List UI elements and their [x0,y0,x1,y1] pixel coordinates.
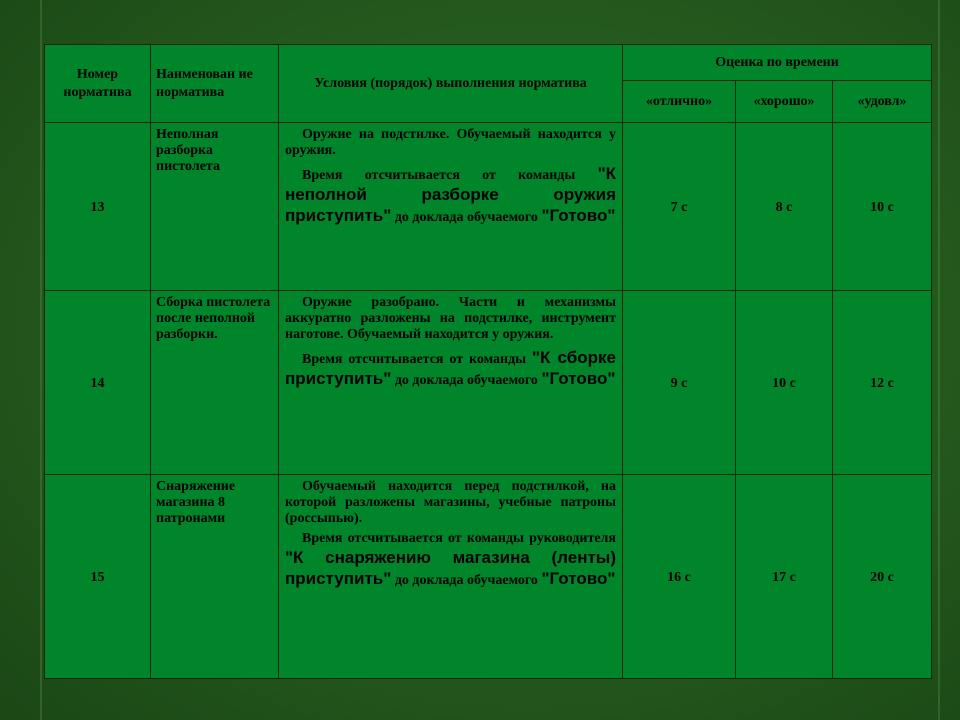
header-grade-group-cell [623,45,932,81]
timing-middle: до доклада обучаемого [391,210,542,225]
header-satisfactory: «удовл» [857,93,907,109]
grade-excellent: 16 с [667,569,691,585]
grade-satisfactory-cell [833,475,932,679]
timing-prefix: Время отсчитывается от команды [302,168,598,183]
standards-table [44,44,932,679]
header-name: Наименован ие норматива [156,66,253,100]
grade-excellent: 7 с [670,199,688,215]
condition-text: Оружие разобрано. Части и механизмы аккуратно разложены на подстилке, инструмент наготове. Обучаемый находится у оружия. [285,295,616,342]
header-conditions: Условия (порядок) выполнения норматива [314,75,587,91]
header-good-cell [736,81,833,123]
report-text: "Готово" [541,369,616,388]
grade-excellent: 9 с [670,375,688,391]
row-conditions [279,123,622,226]
row-conditions-cell [279,291,623,475]
grade-excellent-cell [623,291,736,475]
report-text: "Готово" [541,569,616,588]
row-number: 15 [90,569,105,585]
command-text: "К сборке приступить" [285,348,617,388]
row-name: Сборка пистолета после неполной разборки. [156,295,271,342]
grade-good-cell [736,291,833,475]
grade-good-cell [736,475,833,679]
timing-middle: до доклада обучаемого [391,573,542,588]
grade-excellent-cell [623,475,736,679]
row-number: 13 [90,199,105,215]
grade-good-cell [736,123,833,291]
table-row [45,123,932,291]
background-stripe [40,0,42,720]
grade-satisfactory: 20 с [870,569,894,585]
grade-satisfactory-cell [833,123,932,291]
grade-good: 17 с [772,569,796,585]
table-row [45,291,932,475]
grade-good: 10 с [772,375,796,391]
header-excellent-cell [623,81,736,123]
row-conditions-cell [279,475,623,679]
row-name-cell [151,291,279,475]
row-number-cell [45,291,151,475]
grade-satisfactory-cell [833,291,932,475]
table-row [45,475,932,679]
row-name-cell [151,123,279,291]
header-excellent: «отлично» [645,93,713,109]
header-name-cell [151,45,279,123]
header-conditions-cell [279,45,623,123]
timing-prefix: Время отсчитывается от команды [302,352,532,367]
command-text: "К неполной разборке оружия приступить" [285,164,616,225]
row-conditions-cell [279,123,623,291]
grade-satisfactory: 10 с [870,199,894,215]
report-text: "Готово" [541,206,616,225]
row-conditions [279,475,622,589]
row-name-cell [151,475,279,679]
row-name: Снаряжение магазина 8 патронами [156,479,236,526]
condition-text: Обучаемый находится перед подстилкой, на которой разложены магазины, учебные патроны (россыпью). [285,479,616,526]
command-text: "К снаряжению магазина (ленты) приступить" [285,548,616,588]
header-row [45,45,932,81]
header-satisfactory-cell [833,81,932,123]
condition-text: Оружие на подстилке. Обучаемый находится у оружия. [285,127,616,158]
row-conditions [279,291,622,389]
grade-excellent-cell [623,123,736,291]
header-grade-group: Оценка по времени [715,54,839,70]
background-stripe [938,0,940,720]
row-name: Неполная разборка пистолета [156,127,220,174]
header-number: Номер норматива [63,66,132,100]
timing-text [285,163,616,226]
timing-prefix: Время отсчитывается от команды руководителя [302,531,616,546]
row-number-cell [45,123,151,291]
timing-text [285,347,616,389]
row-number-cell [45,475,151,679]
header-number-cell [45,45,151,123]
row-number: 14 [90,375,105,391]
grade-satisfactory: 12 с [870,375,894,391]
timing-middle: до доклада обучаемого [391,373,542,388]
header-good: «хорошо» [753,93,815,109]
grade-good: 8 с [775,199,793,215]
timing-text [285,531,616,589]
